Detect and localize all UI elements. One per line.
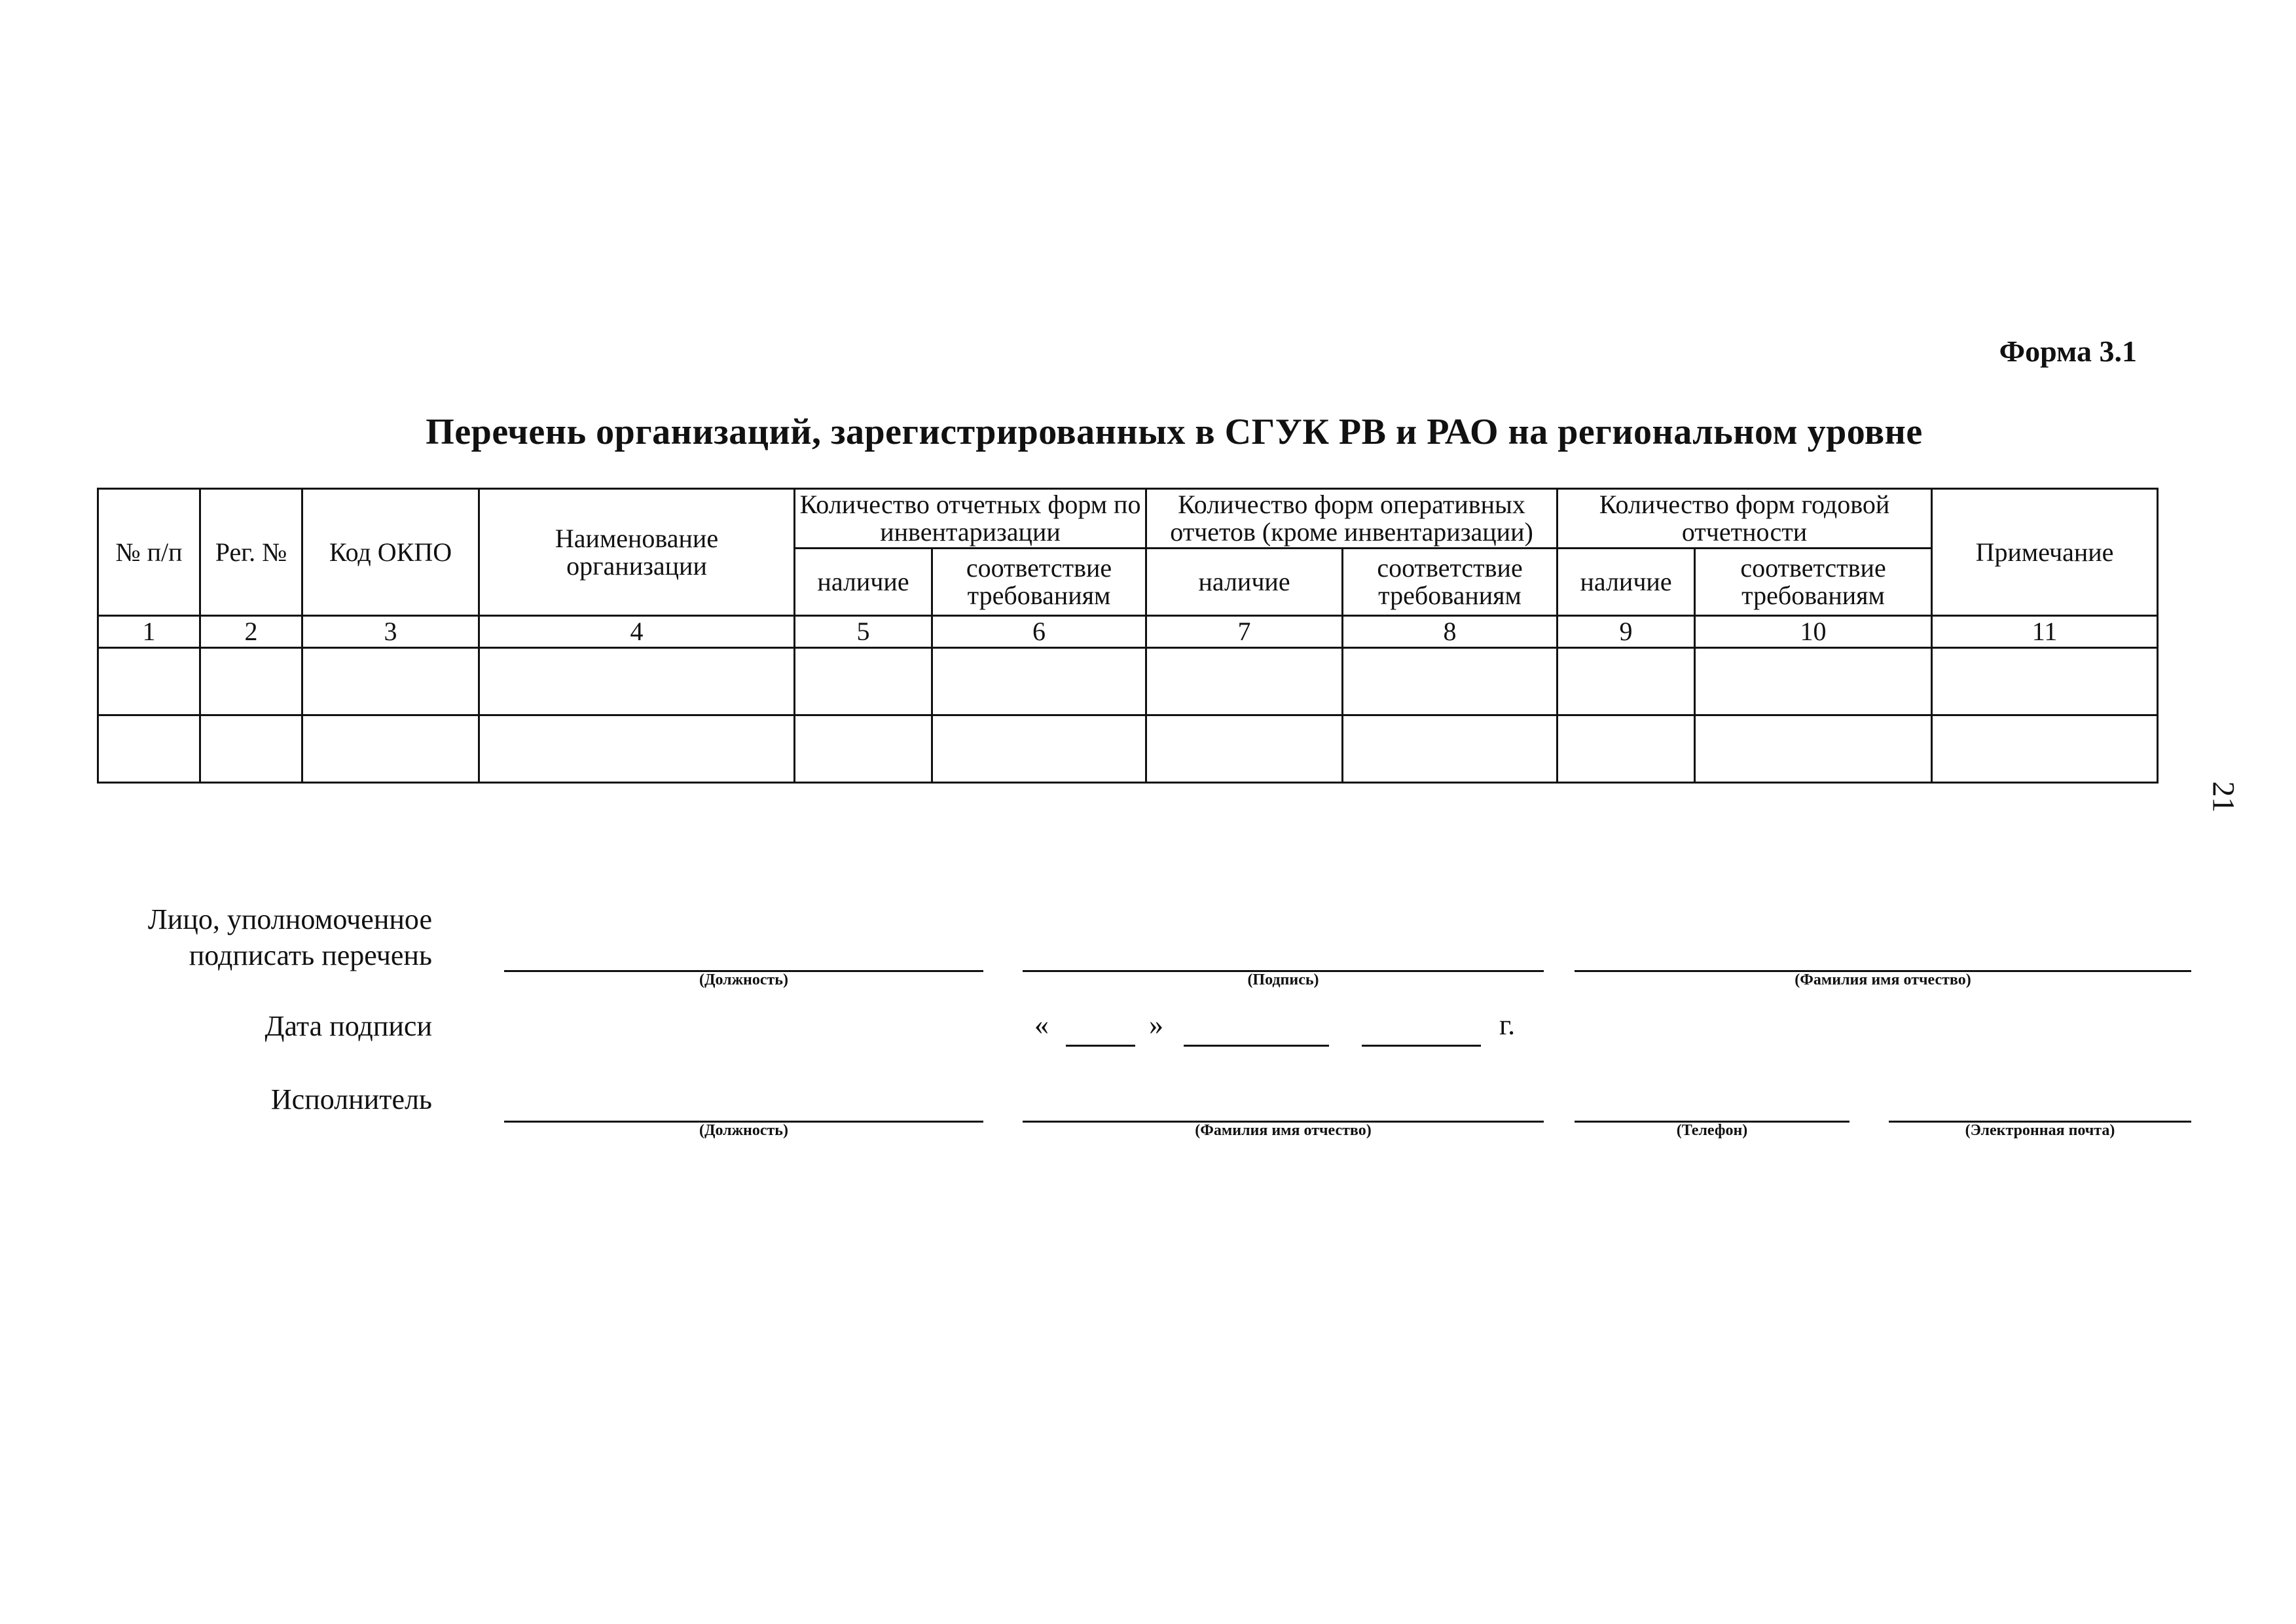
table-cell[interactable] — [795, 648, 932, 715]
executor-position-caption: (Должность) — [699, 1122, 788, 1139]
table-cell[interactable] — [302, 648, 479, 715]
table-cell[interactable] — [1932, 648, 2158, 715]
table-cell[interactable] — [932, 648, 1146, 715]
column-number: 4 — [479, 616, 795, 648]
table-cell[interactable] — [1558, 648, 1695, 715]
column-number: 6 — [932, 616, 1146, 648]
header-presence: наличие — [1146, 549, 1343, 616]
table-cell[interactable] — [1558, 715, 1695, 783]
table-cell[interactable] — [795, 715, 932, 783]
phone-caption: (Телефон) — [1676, 1122, 1748, 1139]
table-cell[interactable] — [98, 648, 200, 715]
table-cell[interactable] — [479, 648, 795, 715]
page-title: Перечень организаций, зарегистрированных в СГУК РВ и РАО на региональном уровне — [426, 412, 1923, 452]
column-number: 1 — [98, 616, 200, 648]
table-cell[interactable] — [1932, 715, 2158, 783]
table-cell[interactable] — [200, 715, 302, 783]
table-cell[interactable] — [1146, 715, 1343, 783]
header-presence: наличие — [795, 549, 932, 616]
fullname-caption: (Фамилия имя отчество) — [1795, 971, 1971, 988]
header-reg: Рег. № — [200, 489, 302, 616]
column-number: 10 — [1695, 616, 1932, 648]
header-presence: наличие — [1558, 549, 1695, 616]
authorized-person-label: Лицо, уполномоченное подписать перечень — [147, 903, 432, 971]
column-number: 3 — [302, 616, 479, 648]
table-cell[interactable] — [200, 648, 302, 715]
column-number: 9 — [1558, 616, 1695, 648]
header-inventory-forms: Количество отчетных форм по инвентаризации — [795, 489, 1146, 549]
table-cell[interactable] — [1695, 715, 1932, 783]
column-number: 7 — [1146, 616, 1343, 648]
date-label: Дата подписи — [264, 1010, 432, 1042]
header-compliance: соответствие требованиям — [932, 549, 1146, 616]
signature-caption: (Подпись) — [1247, 971, 1319, 988]
page-number: 21 — [2206, 781, 2241, 813]
header-org-name: Наименование организации — [479, 489, 795, 616]
column-number: 8 — [1343, 616, 1558, 648]
quote-close: » — [1149, 1009, 1163, 1041]
position-caption: (Должность) — [699, 971, 788, 988]
table-cell[interactable] — [1695, 648, 1932, 715]
header-okpo: Код ОКПО — [302, 489, 479, 616]
email-caption: (Электронная почта) — [1965, 1122, 2115, 1139]
month-line[interactable] — [1184, 1045, 1329, 1047]
table-row — [98, 648, 2158, 715]
header-operative-forms: Количество форм оперативных отчетов (кроме инвентаризации) — [1146, 489, 1558, 549]
table-cell[interactable] — [932, 715, 1146, 783]
year-line[interactable] — [1362, 1045, 1481, 1047]
executor-label: Исполнитель — [270, 1083, 432, 1115]
table-cell[interactable] — [479, 715, 795, 783]
header-annual-forms: Количество форм годовой отчетности — [1558, 489, 1932, 549]
header-compliance: соответствие требованиям — [1343, 549, 1558, 616]
header-note: Примечание — [1932, 489, 2158, 616]
table-cell[interactable] — [1146, 648, 1343, 715]
table-cell[interactable] — [302, 715, 479, 783]
year-suffix: г. — [1499, 1009, 1516, 1041]
quote-open: « — [1034, 1009, 1049, 1041]
header-compliance: соответствие требованиям — [1695, 549, 1932, 616]
column-number: 2 — [200, 616, 302, 648]
organizations-table — [97, 488, 2159, 784]
column-number: 5 — [795, 616, 932, 648]
table-cell[interactable] — [1343, 648, 1558, 715]
column-numbers-row — [98, 616, 2158, 648]
table-cell[interactable] — [98, 715, 200, 783]
header-num: № п/п — [98, 489, 200, 616]
day-line[interactable] — [1066, 1045, 1135, 1047]
executor-fullname-caption: (Фамилия имя отчество) — [1195, 1122, 1372, 1139]
column-number: 11 — [1932, 616, 2158, 648]
form-number: Форма 3.1 — [1999, 334, 2137, 368]
table-cell[interactable] — [1343, 715, 1558, 783]
table-row — [98, 715, 2158, 783]
